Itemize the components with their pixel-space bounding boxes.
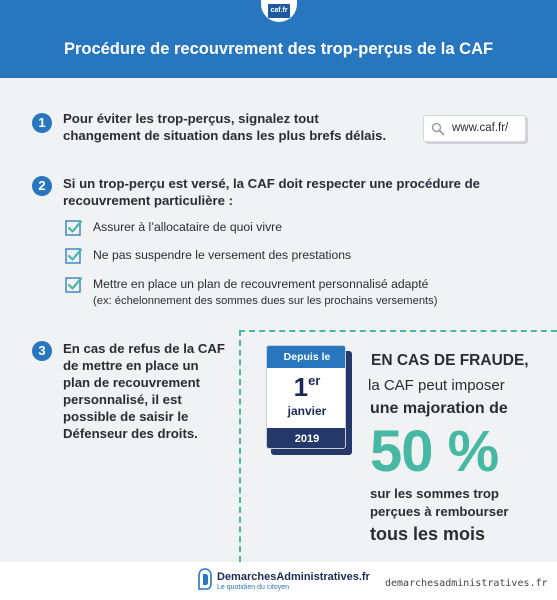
step-2-text xyxy=(63,175,533,209)
step-2-line-2: recouvrement particulière : xyxy=(63,193,234,208)
step-3-line-6: Défenseur des droits. xyxy=(63,426,198,441)
checkbox-checked-icon xyxy=(65,247,82,264)
fraud-line-4b: perçues à rembourser xyxy=(370,504,509,519)
caf-logo-badge xyxy=(261,0,297,22)
caf-logo: caf.fr xyxy=(268,4,290,18)
calendar-day-suffix: er xyxy=(308,373,321,388)
fraud-line-5: tous les mois xyxy=(370,524,486,544)
brand-logo-icon xyxy=(198,568,212,590)
step-1-text xyxy=(63,110,413,144)
calendar-day-number: 1 xyxy=(293,372,309,402)
fraud-percentage: 50 % xyxy=(370,419,499,484)
step-3-line-4: personnalisé, il est xyxy=(63,392,182,407)
brand-name[interactable]: DemarchesAdministratives.fr xyxy=(217,571,370,583)
step-3-line-3: plan de recouvrement xyxy=(63,375,201,390)
fraud-line-4a: sur les sommes trop xyxy=(370,486,499,501)
checkbox-checked-icon xyxy=(65,276,82,293)
calendar-year: 2019 xyxy=(267,428,346,449)
fraud-line-2: la CAF peut imposer xyxy=(368,377,505,394)
step-3-line-1: En cas de refus de la CAF xyxy=(63,341,225,356)
step-3-number: 3 xyxy=(32,341,52,361)
search-url: www.caf.fr/ xyxy=(452,122,509,134)
search-icon xyxy=(431,122,445,136)
step-3-text xyxy=(63,340,238,442)
calendar-day xyxy=(267,372,346,403)
step-1-line-1: Pour éviter les trop-perçus, signalez tout xyxy=(63,111,319,126)
step-3-line-5: possible de saisir le xyxy=(63,409,189,424)
calendar-icon xyxy=(266,345,350,453)
step-1-number: 1 xyxy=(32,113,52,133)
step-3-line-2: de mettre en place un xyxy=(63,358,199,373)
step-2-number: 2 xyxy=(32,176,52,196)
checklist-label: Assurer à l’allocataire de quoi vivre xyxy=(93,220,282,234)
checklist-sublabel: (ex: échelonnement des sommes dues sur les prochains versements) xyxy=(93,295,438,307)
search-bar xyxy=(423,115,526,142)
footer xyxy=(0,562,557,600)
checklist-label: Ne pas suspendre le versement des prestations xyxy=(93,248,352,262)
fraud-heading: EN CAS DE FRAUDE, xyxy=(371,352,529,369)
step-2-line-1: Si un trop-perçu est versé, la CAF doit respecter une procédure de xyxy=(63,176,480,191)
step-1-line-2: changement de situation dans les plus brefs délais. xyxy=(63,128,387,143)
fraud-line-3: une majoration de xyxy=(370,400,508,417)
header-banner xyxy=(0,0,557,78)
checkbox-checked-icon xyxy=(65,219,82,236)
page-title: Procédure de recouvrement des trop-perçus de la CAF xyxy=(63,40,494,58)
calendar-header: Depuis le xyxy=(267,346,346,368)
calendar-month: janvier xyxy=(287,404,327,418)
calendar-card xyxy=(266,345,346,449)
watermark: demarchesadministratives.fr xyxy=(385,578,548,589)
brand-tagline: Le quotidien du citoyen xyxy=(217,584,289,591)
checklist-label: Mettre en place un plan de recouvrement personnalisé adapté xyxy=(93,277,429,291)
fraud-line-4 xyxy=(370,485,509,521)
